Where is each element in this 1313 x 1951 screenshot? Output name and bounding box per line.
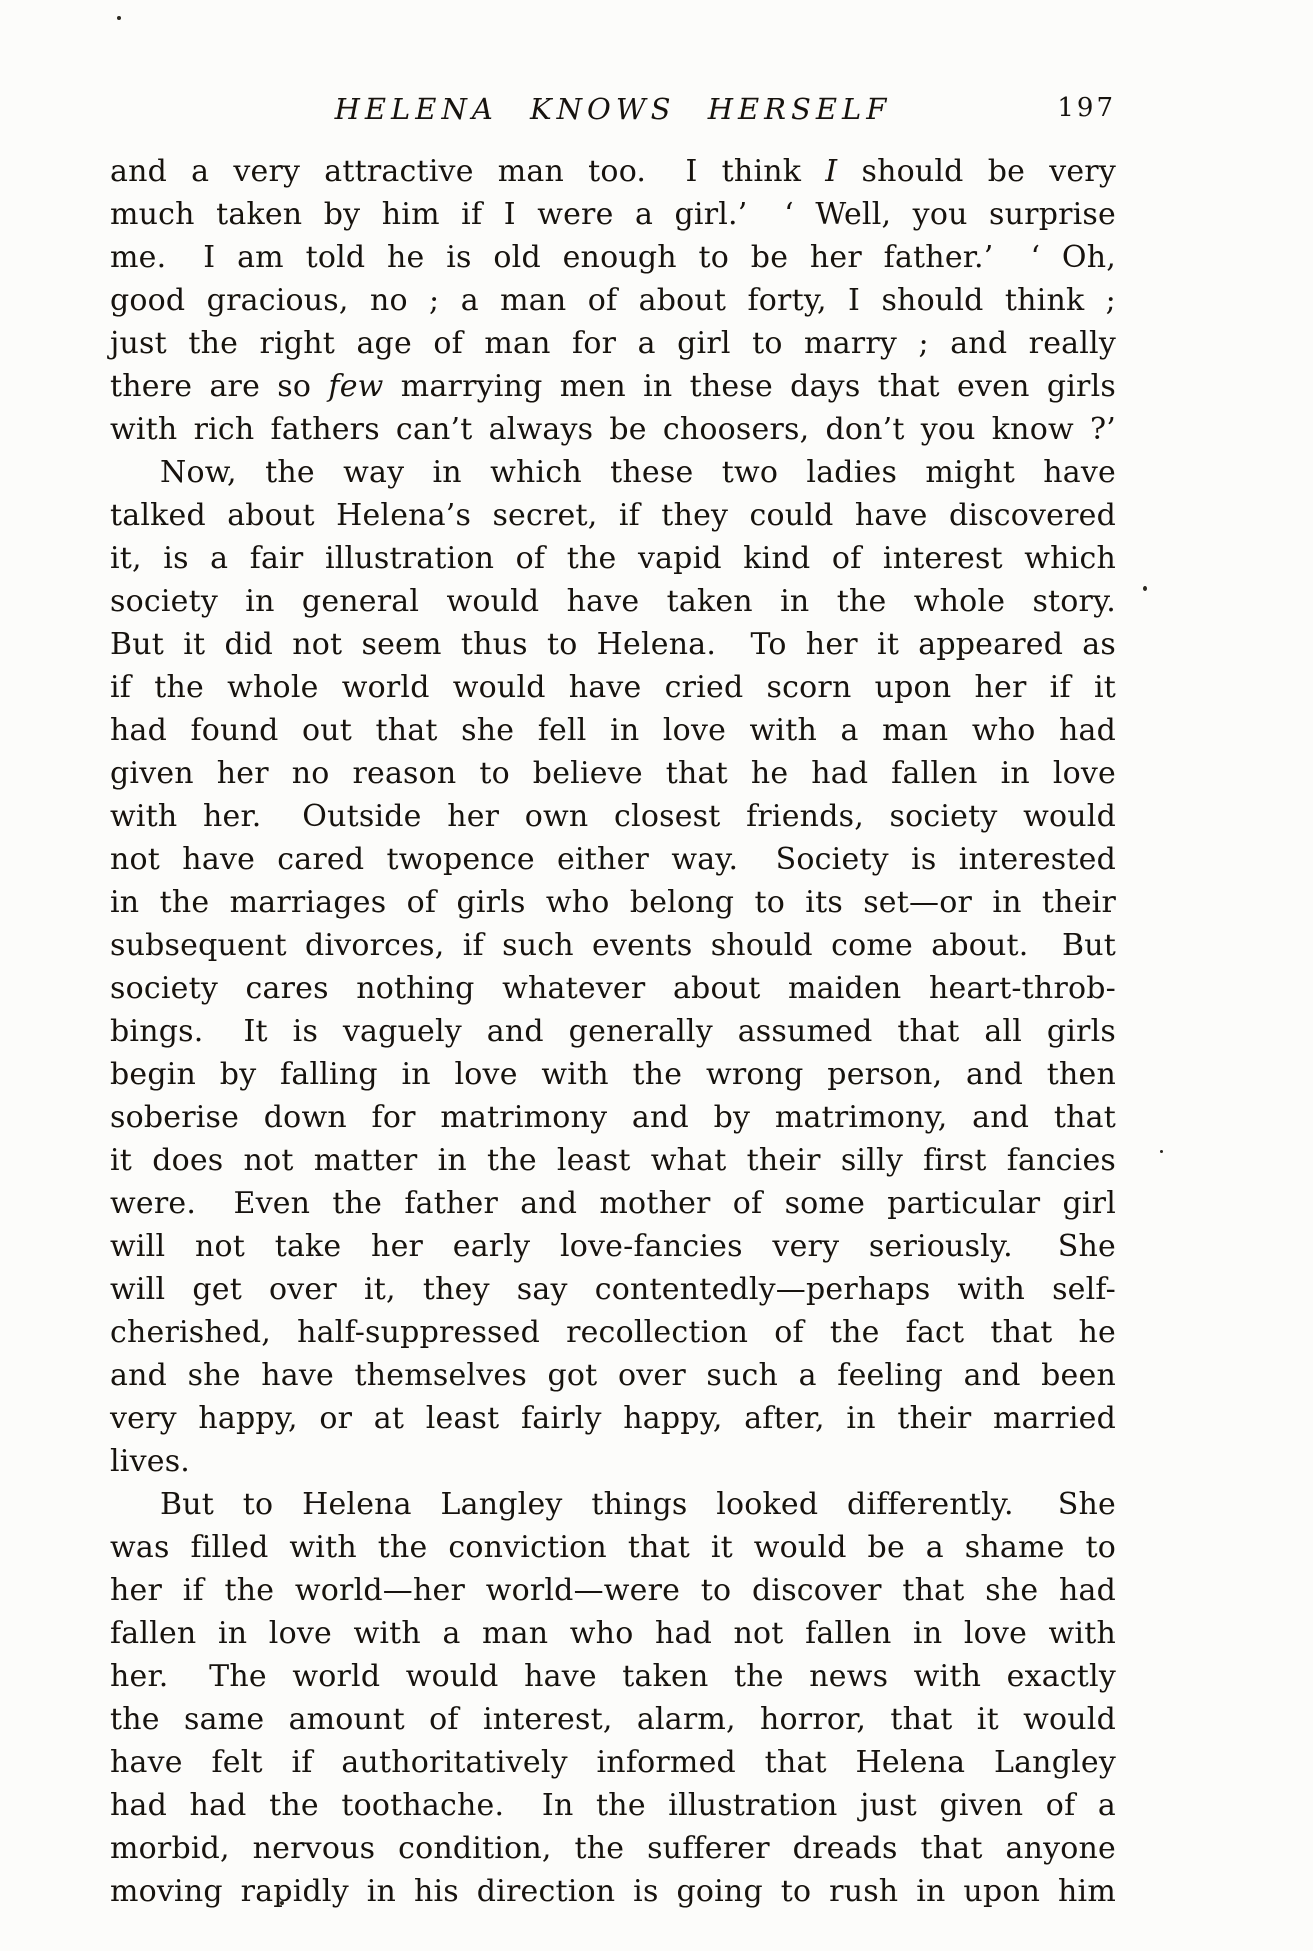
paragraph [110,1483,1116,1913]
text-line: not have cared twopence either way. Society is interested [110,842,1116,877]
scan-speck [117,16,121,20]
text-line: had found out that she fell in love with a man who had [110,713,1116,748]
paragraph [110,150,1116,451]
text-line: But to Helena Langley things looked differently. She [160,1487,1116,1522]
text-line: it, is a fair illustration of the vapid kind of interest which [110,541,1116,576]
text-line: Now, the way in which these two ladies might have [160,455,1116,490]
text-line: talked about Helena’s secret, if they could have discovered [110,498,1116,533]
text-line: subsequent divorces, if such events should come about. But [110,928,1116,963]
text-line: soberise down for matrimony and by matrimony, and that [110,1100,1116,1135]
text-line: very happy, or at least fairly happy, after, in their married [110,1401,1116,1436]
text-line: the same amount of interest, alarm, horror, that it would [110,1702,1116,1737]
running-header [110,92,1116,134]
text-line: cherished, half-suppressed recollection of the fact that he [110,1315,1116,1350]
text-line: much taken by him if I were a girl.’ ‘ Well, you surprise [110,197,1116,232]
text-line: have felt if authoritatively informed that Helena Langley [110,1745,1116,1780]
text-line: her if the world—her world—were to discover that she had [110,1573,1116,1608]
text-line: were. Even the father and mother of some particular girl [110,1186,1116,1221]
text-line: if the whole world would have cried scorn upon her if it [110,670,1116,705]
text-line: But it did not seem thus to Helena. To her it appeared as [110,627,1116,662]
text-line: there are so few marrying men in these days that even girls [110,369,1116,404]
text-line: lives. [110,1444,191,1479]
text-line: given her no reason to believe that he had fallen in love [110,756,1116,791]
paragraph [110,451,1116,1483]
text-line: and she have themselves got over such a feeling and been [110,1358,1116,1393]
page-body-text [110,150,1116,1913]
text-line: with her. Outside her own closest friends, society would [110,799,1116,834]
text-line: society in general would have taken in the whole story. [110,584,1116,619]
text-line: society cares nothing whatever about maiden heart-throb- [110,971,1116,1006]
text-line: had had the toothache. In the illustration just given of a [110,1788,1116,1823]
text-line: bings. It is vaguely and generally assumed that all girls [110,1014,1116,1049]
text-line: just the right age of man for a girl to marry ; and really [110,326,1116,361]
scan-speck [1160,1150,1163,1153]
text-line: was filled with the conviction that it would be a shame to [110,1530,1116,1565]
text-line: with rich fathers can’t always be choosers, don’t you know ?’ [110,412,1116,447]
text-line: begin by falling in love with the wrong person, and then [110,1057,1116,1092]
text-line: me. I am told he is old enough to be her father.’ ‘ Oh, [110,240,1116,275]
text-column [110,92,1116,1913]
text-line: moving rapidly in his direction is going to rush in upon him [110,1874,1116,1909]
text-line: and a very attractive man too. I think I should be very [110,154,1116,189]
text-line: it does not matter in the least what their silly first fancies [110,1143,1116,1178]
text-line: fallen in love with a man who had not fallen in love with [110,1616,1116,1651]
text-line: will get over it, they say contentedly—perhaps with self- [110,1272,1116,1307]
text-line: will not take her early love-fancies very seriously. She [110,1229,1116,1264]
page-number: 197 [1057,93,1116,123]
text-line: good gracious, no ; a man of about forty, I should think ; [110,283,1116,318]
text-line: morbid, nervous condition, the sufferer dreads that anyone [110,1831,1116,1866]
scan-speck [1143,586,1147,591]
text-line: her. The world would have taken the news with exactly [110,1659,1116,1694]
chapter-running-title: HELENA KNOWS HERSELF [334,92,892,126]
text-line: in the marriages of girls who belong to its set—or in their [110,885,1116,920]
